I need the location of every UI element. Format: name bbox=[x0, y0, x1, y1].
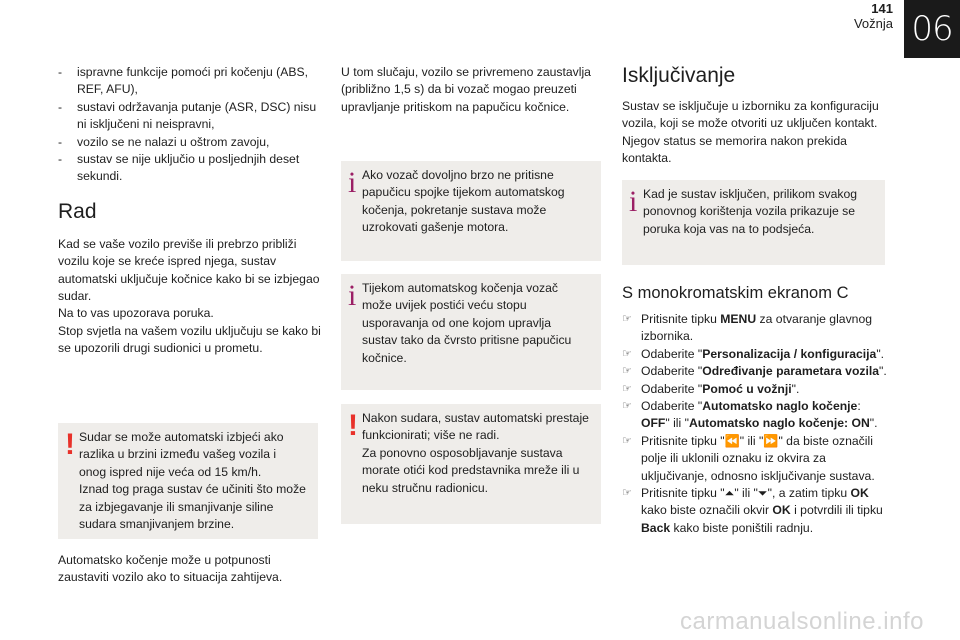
final-paragraph: Automatsko kočenje može u potpunosti zaustaviti vozilo ako to situacija zahtijeva. bbox=[58, 553, 283, 585]
step-item: ☞ Odaberite "Pomoć u vožnji". bbox=[622, 381, 890, 398]
warning-note-speed bbox=[58, 423, 318, 539]
note-text: Ako vozač dovoljno brzo ne pritisne papučicu spojke tijekom automatskog kočenja, pokretanje sustava može uzrokovati gašenje motora. bbox=[362, 168, 565, 235]
warning-note-collision bbox=[341, 404, 601, 524]
list-item: - sustavi održavanja putanje (ASR, DSC) nisu ni isključeni ni neispravni, bbox=[58, 99, 328, 134]
column-2 bbox=[341, 0, 611, 116]
step-item: ☞ Pritisnite tipku "⏶" ili "⏷", a zatim tipku OK kako biste označili okvir OK i potvrdili ili tipku Back kako biste poništili radnju. bbox=[622, 485, 890, 537]
list-item: - sustav se nije uključio u posljednjih deset sekundi. bbox=[58, 151, 328, 186]
section-heading-iskljucivanje: Isključivanje bbox=[622, 64, 736, 87]
step-item: ☞ Odaberite "Određivanje parametara vozila". bbox=[622, 363, 890, 380]
paragraph: Stop svjetla na vašem vozilu uključuju se kako bi se upozorili drugi sudionici u prometu. bbox=[58, 323, 321, 356]
note-text: Sudar se može automatski izbjeći ako razlika u brzini između vašeg vozila i onog ispred nije veća od 15 km/h. bbox=[79, 430, 284, 479]
step-item: ☞ Odaberite "Automatsko naglo kočenje: OFF" ili "Automatsko naglo kočenje: ON". bbox=[622, 398, 890, 433]
paragraph: Kad se vaše vozilo previše ili prebrzo približi vozilu koje se kreće ispred njega, sustav automatski uključuje kočnice kako bi se izbjegao sudar. bbox=[58, 236, 320, 304]
list-item: - vozilo se ne nalazi u oštrom zavoju, bbox=[58, 134, 328, 151]
rad-text bbox=[58, 236, 328, 358]
page-number: 141 bbox=[871, 1, 893, 16]
info-note-reminder bbox=[622, 180, 885, 265]
info-note-braking bbox=[341, 274, 601, 390]
section-heading-rad: Rad bbox=[58, 199, 97, 223]
list-item: - ispravne funkcije pomoći pri kočenju (ABS, REF, AFU), bbox=[58, 64, 328, 99]
section-name: Vožnja bbox=[853, 16, 893, 31]
note-text: Za ponovno osposobljavanje sustava morate otići kod predstavnika mreže ili u neku stručnu radionicu. bbox=[362, 445, 580, 495]
column-3 bbox=[622, 0, 892, 168]
note-text: Kad je sustav isključen, prilikom svakog ponovnog korištenja vozila prikazuje se poruka koja vas na to podsjeća. bbox=[643, 187, 858, 236]
note-text: Tijekom automatskog kočenja vozač može uvijek postići veću stopu usporavanja od one kojom upravlja sustav tako da čvrsto pritisne papučicu kočnice. bbox=[362, 281, 572, 365]
step-item: ☞ Pritisnite tipku MENU za otvaranje glavnog izbornika. bbox=[622, 311, 890, 346]
intro-paragraph: U tom slučaju, vozilo se privremeno zaustavlja (približno 1,5 s) da bi vozač mogao preuzeti upravljanje pritiskom na papučicu kočnice. bbox=[341, 65, 591, 114]
step-item: ☞ Odaberite "Personalizacija / konfiguracija". bbox=[622, 346, 890, 363]
note-text: Nakon sudara, sustav automatski prestaje funkcionirati; više ne radi. bbox=[362, 411, 589, 443]
watermark: carmanualsonline.info bbox=[680, 608, 924, 635]
warning-icon: ! bbox=[348, 409, 358, 442]
paragraph: Sustav se isključuje u izborniku za konfiguraciju vozila, koji se može otvoriti uz uključen kontakt. Njegov status se memorira nakon prekida kontakta. bbox=[622, 99, 879, 166]
monochrome-section bbox=[622, 283, 890, 537]
subheading-monochrome: S monokromatskim ekranom C bbox=[622, 284, 849, 302]
info-icon: i bbox=[348, 166, 357, 199]
conditions-list bbox=[58, 64, 328, 186]
paragraph: Na to vas upozorava poruka. bbox=[58, 306, 214, 321]
steps-list bbox=[622, 311, 890, 537]
info-icon: i bbox=[348, 279, 357, 312]
info-note-clutch bbox=[341, 161, 601, 261]
info-icon: i bbox=[629, 185, 638, 218]
warning-icon: ! bbox=[65, 428, 75, 461]
chapter-badge: 06 bbox=[904, 0, 960, 58]
note-text: Iznad tog praga sustav će učiniti što može za izbjegavanje ili smanjivanje siline sudara smanjivanjem brzine. bbox=[79, 482, 306, 532]
step-item: ☞ Pritisnite tipku "⏪" ili "⏩" da biste označili polje ili uklonili oznaku iz okvira za uključivanje, odnosno isključivanje sustava. bbox=[622, 433, 890, 485]
